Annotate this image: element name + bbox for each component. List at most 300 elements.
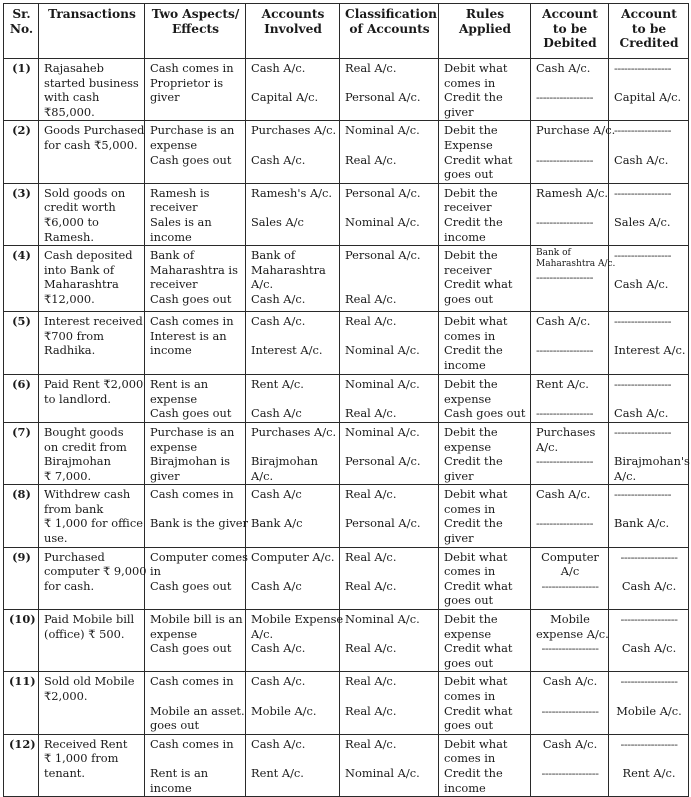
- classification-cell: [340, 312, 439, 375]
- cell-text-line: Capital A/c.: [614, 90, 682, 105]
- cell-text-line: Real A/c.: [345, 703, 397, 718]
- sr-no-cell: (7): [4, 422, 39, 484]
- cell-text-line: Bank of: [150, 248, 195, 263]
- accounts-involved-cell: [246, 485, 340, 547]
- aspects-cell: [145, 422, 246, 484]
- cell-text-line: Computer comes: [150, 549, 249, 564]
- rules-applied-cell: [439, 734, 531, 796]
- cell-text-line: receiver: [150, 277, 198, 292]
- blank-dash-line: -----------------: [614, 314, 671, 329]
- blank-dash-line: -----------------: [536, 516, 593, 531]
- aspects-cell: [145, 312, 246, 375]
- cell-text-line: in: [150, 564, 161, 579]
- cell-text-line: Bank A/c.: [614, 516, 670, 531]
- credited-account-cell: [609, 672, 689, 734]
- sr-no-cell: (10): [4, 610, 39, 672]
- cell-text-line: Maharashtra: [44, 277, 119, 292]
- blank-dash-line: -----------------: [541, 641, 599, 656]
- header-text: Effects: [172, 21, 219, 36]
- cell-text-line: Ramesh is: [150, 185, 210, 200]
- transaction-cell: [39, 375, 145, 423]
- cell-text-line: Cash A/c.: [542, 674, 598, 689]
- header-text: to be: [552, 21, 588, 36]
- transaction-cell: [39, 610, 145, 672]
- transaction-cell: [39, 183, 145, 245]
- cell-text-line: Credit the: [444, 214, 503, 229]
- cell-text-line: income: [444, 357, 486, 372]
- credited-account-cell: [609, 59, 689, 121]
- cell-text-line: Purchases: [536, 424, 596, 439]
- blank-dash-line: -----------------: [536, 214, 593, 229]
- cell-text-line: Rent A/c.: [536, 377, 589, 392]
- cell-text-line: Interest A/c.: [614, 343, 686, 358]
- rules-applied-cell: [439, 312, 531, 375]
- aspects-cell: [145, 734, 246, 796]
- debited-account-cell: [531, 183, 609, 245]
- credited-account-cell: [609, 183, 689, 245]
- cell-text-line: Credit the: [444, 90, 503, 105]
- cell-text-line: ₹85,000.: [44, 104, 95, 119]
- cell-text-line: Real A/c.: [345, 578, 397, 593]
- cell-text-line: Nominal A/c.: [345, 612, 420, 627]
- table-row: [4, 121, 689, 183]
- cell-text-line: expense A/c.: [536, 626, 609, 641]
- sr-no-cell: (5): [4, 312, 39, 375]
- header-text: Debited: [543, 36, 597, 51]
- cell-text-line: Cash A/c.: [542, 736, 598, 751]
- cell-text-line: Mobile an asset.: [150, 703, 245, 718]
- cell-text-line: Maharashtra A/c.: [536, 259, 616, 270]
- cell-text-line: goes out: [444, 291, 494, 306]
- credited-account-cell: [609, 375, 689, 423]
- header-rules-applied: [439, 4, 531, 59]
- cell-text-line: Cash A/c.: [251, 152, 306, 167]
- cell-text-line: [150, 689, 241, 704]
- cell-text-line: [345, 263, 434, 278]
- aspects-cell: [145, 610, 246, 672]
- cell-text-line: Cash A/c.: [536, 61, 591, 75]
- header-text: to be: [631, 21, 667, 36]
- sr-no-cell: (1): [4, 59, 39, 121]
- sr-no-cell: (3): [4, 183, 39, 245]
- blank-dash-line: -----------------: [620, 674, 678, 689]
- blank-dash-line: -----------------: [620, 736, 678, 751]
- cell-text-line: Purchase is an: [150, 123, 235, 138]
- transaction-cell: [39, 485, 145, 547]
- header-text: Applied: [458, 21, 512, 36]
- classification-cell: [340, 485, 439, 547]
- cell-text-line: Computer A/c.: [251, 549, 335, 564]
- transaction-cell: [39, 734, 145, 796]
- rules-applied-cell: [439, 610, 531, 672]
- cell-text-line: Cash A/c: [251, 487, 302, 502]
- cell-text-line: Sold goods on: [44, 185, 126, 200]
- rules-applied-cell: [439, 183, 531, 245]
- header-classification: [340, 4, 439, 59]
- cell-text-line: Sales is an: [150, 214, 212, 229]
- cell-text-line: [536, 76, 604, 91]
- cell-text-line: Cash A/c.: [251, 674, 306, 689]
- cell-text-line: Cash goes out: [150, 578, 232, 593]
- rules-applied-cell: [439, 59, 531, 121]
- accounts-involved-cell: [246, 246, 340, 312]
- cell-text-line: [614, 564, 684, 579]
- rules-applied-cell: [439, 672, 531, 734]
- blank-dash-line: -----------------: [541, 703, 599, 718]
- cell-text-line: for cash ₹5,000.: [44, 137, 138, 152]
- blank-dash-line: -----------------: [536, 270, 593, 285]
- cell-text-line: Real A/c.: [345, 291, 397, 306]
- aspects-cell: [145, 246, 246, 312]
- header-text: Accounts: [261, 7, 325, 21]
- sr-no-cell: (6): [4, 375, 39, 423]
- blank-dash-line: -----------------: [614, 61, 671, 75]
- rules-applied-cell: [439, 547, 531, 609]
- table-row: [4, 610, 689, 672]
- header-text: of Accounts: [349, 21, 430, 36]
- cell-text-line: comes in: [444, 751, 496, 766]
- cell-text-line: [614, 502, 684, 517]
- cell-text-line: comes in: [444, 564, 496, 579]
- cell-text-line: Paid Mobile bill: [44, 612, 135, 627]
- header-row: [4, 4, 689, 59]
- cell-text-line: [251, 689, 335, 704]
- cell-text-line: income: [150, 780, 192, 795]
- cell-text-line: Nominal A/c.: [345, 424, 420, 439]
- cell-text-line: A/c.: [251, 626, 274, 641]
- credited-account-cell: [609, 246, 689, 312]
- transaction-cell: [39, 547, 145, 609]
- cell-text-line: Maharashtra is: [150, 262, 238, 277]
- debited-account-cell: [531, 246, 616, 312]
- cell-text-line: receiver: [150, 200, 198, 215]
- cell-text-line: Credit what: [444, 641, 513, 656]
- cell-text-line: Ramesh A/c.: [536, 185, 609, 200]
- table-row: [4, 734, 689, 796]
- cell-text-line: Credit what: [444, 578, 513, 593]
- cell-text-line: [614, 263, 684, 278]
- cell-text-line: [345, 138, 434, 153]
- cell-text-line: Computer: [541, 549, 599, 564]
- cell-text-line: Cash comes in: [150, 674, 234, 689]
- cell-text-line: Cash comes in: [150, 487, 234, 502]
- cell-text-line: Purchases A/c.: [251, 424, 337, 439]
- cell-text-line: Nominal A/c.: [345, 123, 420, 138]
- cell-text-line: ₹6,000 to: [44, 214, 99, 229]
- debited-account-cell: [531, 672, 609, 734]
- cell-text-line: goes out: [444, 593, 494, 608]
- cell-text-line: goes out: [444, 167, 494, 182]
- cell-text-line: Rent A/c.: [251, 765, 304, 780]
- table-row: [4, 246, 689, 312]
- header-text: Account: [621, 7, 677, 21]
- cell-text-line: Interest A/c.: [251, 343, 323, 358]
- cell-text-line: Real A/c.: [345, 406, 397, 421]
- cell-text-line: Real A/c.: [345, 487, 397, 502]
- cell-text-line: Real A/c.: [345, 736, 397, 751]
- cell-text-line: giver: [444, 468, 474, 483]
- credited-account-cell: [609, 422, 689, 484]
- cell-text-line: ₹ 1,000 from: [44, 751, 119, 766]
- cell-text-line: [614, 329, 684, 344]
- aspects-cell: [145, 485, 246, 547]
- cell-text-line: for cash.: [44, 578, 95, 593]
- cell-text-line: Mobile A/c.: [616, 703, 682, 718]
- cell-text-line: A/c.: [251, 277, 274, 292]
- classification-cell: [340, 246, 439, 312]
- sr-no-cell: (2): [4, 121, 39, 183]
- cell-text-line: A/c.: [251, 468, 274, 483]
- header-text: Credited: [619, 36, 679, 51]
- cell-text-line: goes out: [444, 655, 494, 670]
- table-row: [4, 59, 689, 121]
- cell-text-line: [251, 329, 335, 344]
- cell-text-line: Mobile A/c.: [251, 703, 317, 718]
- cell-text-line: A/c: [560, 564, 580, 579]
- cell-text-line: Cash comes in: [150, 736, 234, 751]
- cell-text-line: [251, 138, 335, 153]
- cell-text-line: into Bank of: [44, 262, 115, 277]
- debited-account-cell: [531, 121, 616, 183]
- table-row: [4, 547, 689, 609]
- cell-text-line: Credit what: [444, 152, 513, 167]
- cell-text-line: Credit what: [444, 277, 513, 292]
- accounts-involved-cell: [246, 422, 340, 484]
- cell-text-line: giver: [150, 90, 180, 105]
- cell-text-line: Rent is an: [150, 377, 209, 392]
- cell-text-line: Real A/c.: [345, 152, 397, 167]
- cell-text-line: [614, 76, 684, 91]
- header-transactions: [39, 4, 145, 59]
- cell-text-line: computer ₹ 9,000: [44, 564, 147, 579]
- cell-text-line: Credit the: [444, 343, 503, 358]
- accounts-involved-cell: [246, 121, 340, 183]
- cell-text-line: [251, 502, 335, 517]
- aspects-cell: [145, 59, 246, 121]
- cell-text-line: tenant.: [44, 765, 85, 780]
- accounts-involved-cell: [246, 183, 340, 245]
- cell-text-line: Sales A/c: [251, 214, 304, 229]
- cell-text-line: [614, 138, 684, 153]
- cell-text-line: Debit the: [444, 123, 498, 138]
- header-text: No.: [9, 21, 34, 36]
- sr-no-cell: (9): [4, 547, 39, 609]
- blank-dash-line: -----------------: [536, 406, 593, 421]
- header-two-aspects: [145, 4, 246, 59]
- cell-text-line: Purchases A/c.: [251, 123, 337, 138]
- cell-text-line: comes in: [444, 501, 496, 516]
- cell-text-line: use.: [44, 531, 68, 546]
- cell-text-line: [614, 751, 684, 766]
- cell-text-line: comes in: [444, 75, 496, 90]
- header-text: Two Aspects/: [151, 7, 240, 21]
- cell-text-line: expense: [444, 391, 492, 406]
- header-text: Sr.: [12, 7, 31, 21]
- cell-text-line: A/c.: [536, 439, 559, 454]
- aspects-cell: [145, 375, 246, 423]
- header-text: Classification: [345, 7, 438, 21]
- cell-text-line: Paid Rent ₹2,000: [44, 377, 144, 392]
- cell-text-line: Cash A/c.: [251, 291, 306, 306]
- cell-text-line: [614, 392, 684, 407]
- credited-account-cell: [609, 734, 689, 796]
- cell-text-line: Debit what: [444, 549, 508, 564]
- cell-text-line: [536, 751, 604, 766]
- header-text: Transactions: [48, 7, 136, 21]
- cell-text-line: Ramesh's A/c.: [251, 185, 333, 200]
- cell-text-line: Radhika.: [44, 343, 96, 358]
- blank-dash-line: -----------------: [536, 90, 593, 105]
- cell-text-line: Debit what: [444, 736, 508, 751]
- credited-account-cell: [609, 610, 689, 672]
- cell-text-line: Sales A/c.: [614, 214, 671, 229]
- transaction-cell: [39, 59, 145, 121]
- cell-text-line: expense: [150, 439, 198, 454]
- classification-cell: [340, 547, 439, 609]
- classification-cell: [340, 59, 439, 121]
- cell-text-line: [345, 502, 434, 517]
- cell-text-line: Cash A/c.: [614, 277, 669, 292]
- cell-text-line: expense: [150, 137, 198, 152]
- cell-text-line: [614, 689, 684, 704]
- cell-text-line: Mobile bill is an: [150, 612, 243, 627]
- cell-text-line: Bank is the giver: [150, 516, 248, 531]
- sr-no-cell: (8): [4, 485, 39, 547]
- table-row: [4, 375, 689, 423]
- transaction-cell: [39, 246, 145, 312]
- credited-account-cell: [609, 547, 689, 609]
- header-sr-no: [4, 4, 39, 59]
- cell-text-line: [251, 751, 335, 766]
- transaction-cell: [39, 121, 145, 183]
- cell-text-line: ₹2,000.: [44, 689, 88, 703]
- cell-text-line: [345, 751, 434, 766]
- cell-text-line: ₹ 1,000 for office: [44, 516, 143, 531]
- cell-text-line: giver: [150, 468, 180, 483]
- cell-text-line: Mobile: [550, 612, 590, 627]
- blank-dash-line: -----------------: [614, 123, 671, 138]
- cell-text-line: Nominal A/c.: [345, 377, 420, 392]
- header-text: Account: [542, 7, 598, 21]
- cell-text-line: Withdrew cash: [44, 487, 131, 502]
- cell-text-line: [251, 76, 335, 91]
- blank-dash-line: -----------------: [541, 765, 599, 780]
- cell-text-line: Rent A/c.: [251, 377, 304, 392]
- cell-text-line: Birajmohan: [251, 454, 318, 469]
- table-row: [4, 312, 689, 375]
- cell-text-line: Personal A/c.: [345, 454, 421, 469]
- cell-text-line: Credit the: [444, 516, 503, 531]
- accounts-involved-cell: [246, 734, 340, 796]
- cell-text-line: comes in: [444, 328, 496, 343]
- cell-text-line: Cash A/c.: [614, 152, 669, 167]
- rules-applied-cell: [439, 422, 531, 484]
- cell-text-line: Real A/c.: [345, 674, 397, 689]
- debited-account-cell: [531, 59, 609, 121]
- cell-text-line: [150, 751, 241, 766]
- cell-text-line: Cash A/c: [251, 578, 302, 593]
- cell-text-line: Bank A/c: [251, 516, 303, 531]
- cell-text-line: Interest is an: [150, 328, 227, 343]
- cell-text-line: [251, 200, 335, 215]
- cell-text-line: Cash A/c.: [621, 641, 677, 656]
- blank-dash-line: -----------------: [620, 612, 678, 627]
- cell-text-line: Personal A/c.: [345, 516, 421, 531]
- cell-text-line: Real A/c.: [345, 314, 397, 329]
- cell-text-line: Cash A/c.: [621, 578, 677, 593]
- cell-text-line: [345, 392, 434, 407]
- cell-text-line: [251, 440, 335, 455]
- cell-text-line: credit worth: [44, 200, 116, 215]
- accounts-involved-cell: [246, 59, 340, 121]
- cell-text-line: Cash comes in: [150, 314, 234, 329]
- cell-text-line: [614, 627, 684, 642]
- table-row: [4, 183, 689, 245]
- cell-text-line: Birajmohan: [44, 454, 111, 469]
- cell-text-line: Cash goes out: [150, 291, 232, 306]
- aspects-cell: [145, 121, 246, 183]
- cell-text-line: A/c.: [614, 468, 637, 483]
- cell-text-line: [345, 627, 434, 642]
- table-row: [4, 485, 689, 547]
- classification-cell: [340, 734, 439, 796]
- blank-dash-line: -----------------: [541, 578, 599, 593]
- cell-text-line: ₹700 from: [44, 328, 104, 343]
- cell-text-line: Cash A/c.: [251, 641, 306, 656]
- blank-dash-line: -----------------: [614, 185, 671, 200]
- sr-no-cell: (11): [4, 672, 39, 734]
- rules-applied-cell: [439, 375, 531, 423]
- cell-text-line: goes out: [150, 718, 200, 733]
- header-text: Involved: [264, 21, 322, 36]
- cell-text-line: to landlord.: [44, 391, 111, 406]
- header-account-credited: [609, 4, 689, 59]
- cell-text-line: [150, 502, 241, 517]
- cell-text-line: Birajmohan is: [150, 454, 231, 469]
- header-accounts-involved: [246, 4, 340, 59]
- cell-text-line: giver: [444, 531, 474, 546]
- cell-text-line: Bank of: [536, 248, 571, 259]
- classification-cell: [340, 183, 439, 245]
- table-row: [4, 422, 689, 484]
- cell-text-line: Cash goes out: [444, 406, 526, 421]
- credited-account-cell: [609, 485, 689, 547]
- cell-text-line: [251, 564, 335, 579]
- cell-text-line: [345, 76, 434, 91]
- cell-text-line: Real A/c.: [345, 61, 397, 75]
- cell-text-line: Purchase A/c.: [536, 123, 616, 138]
- table-row: [4, 672, 689, 734]
- header-account-debited: [531, 4, 609, 59]
- cell-text-line: [251, 392, 335, 407]
- cell-text-line: Cash comes in: [150, 61, 234, 75]
- cell-text-line: [536, 689, 604, 704]
- cell-text-line: expense: [150, 626, 198, 641]
- cell-text-line: Proprietor is: [150, 75, 224, 90]
- cell-text-line: Personal A/c.: [345, 90, 421, 105]
- classification-cell: [340, 672, 439, 734]
- cell-text-line: Debit the: [444, 424, 498, 439]
- classification-cell: [340, 610, 439, 672]
- transaction-cell: [39, 422, 145, 484]
- cell-text-line: Debit what: [444, 674, 508, 689]
- cell-text-line: on credit from: [44, 439, 127, 454]
- cell-text-line: Cash A/c.: [536, 487, 591, 502]
- debited-account-cell: [531, 734, 609, 796]
- cell-text-line: Bank of: [251, 248, 296, 263]
- cell-text-line: Debit the: [444, 248, 498, 263]
- cell-text-line: income: [444, 780, 486, 795]
